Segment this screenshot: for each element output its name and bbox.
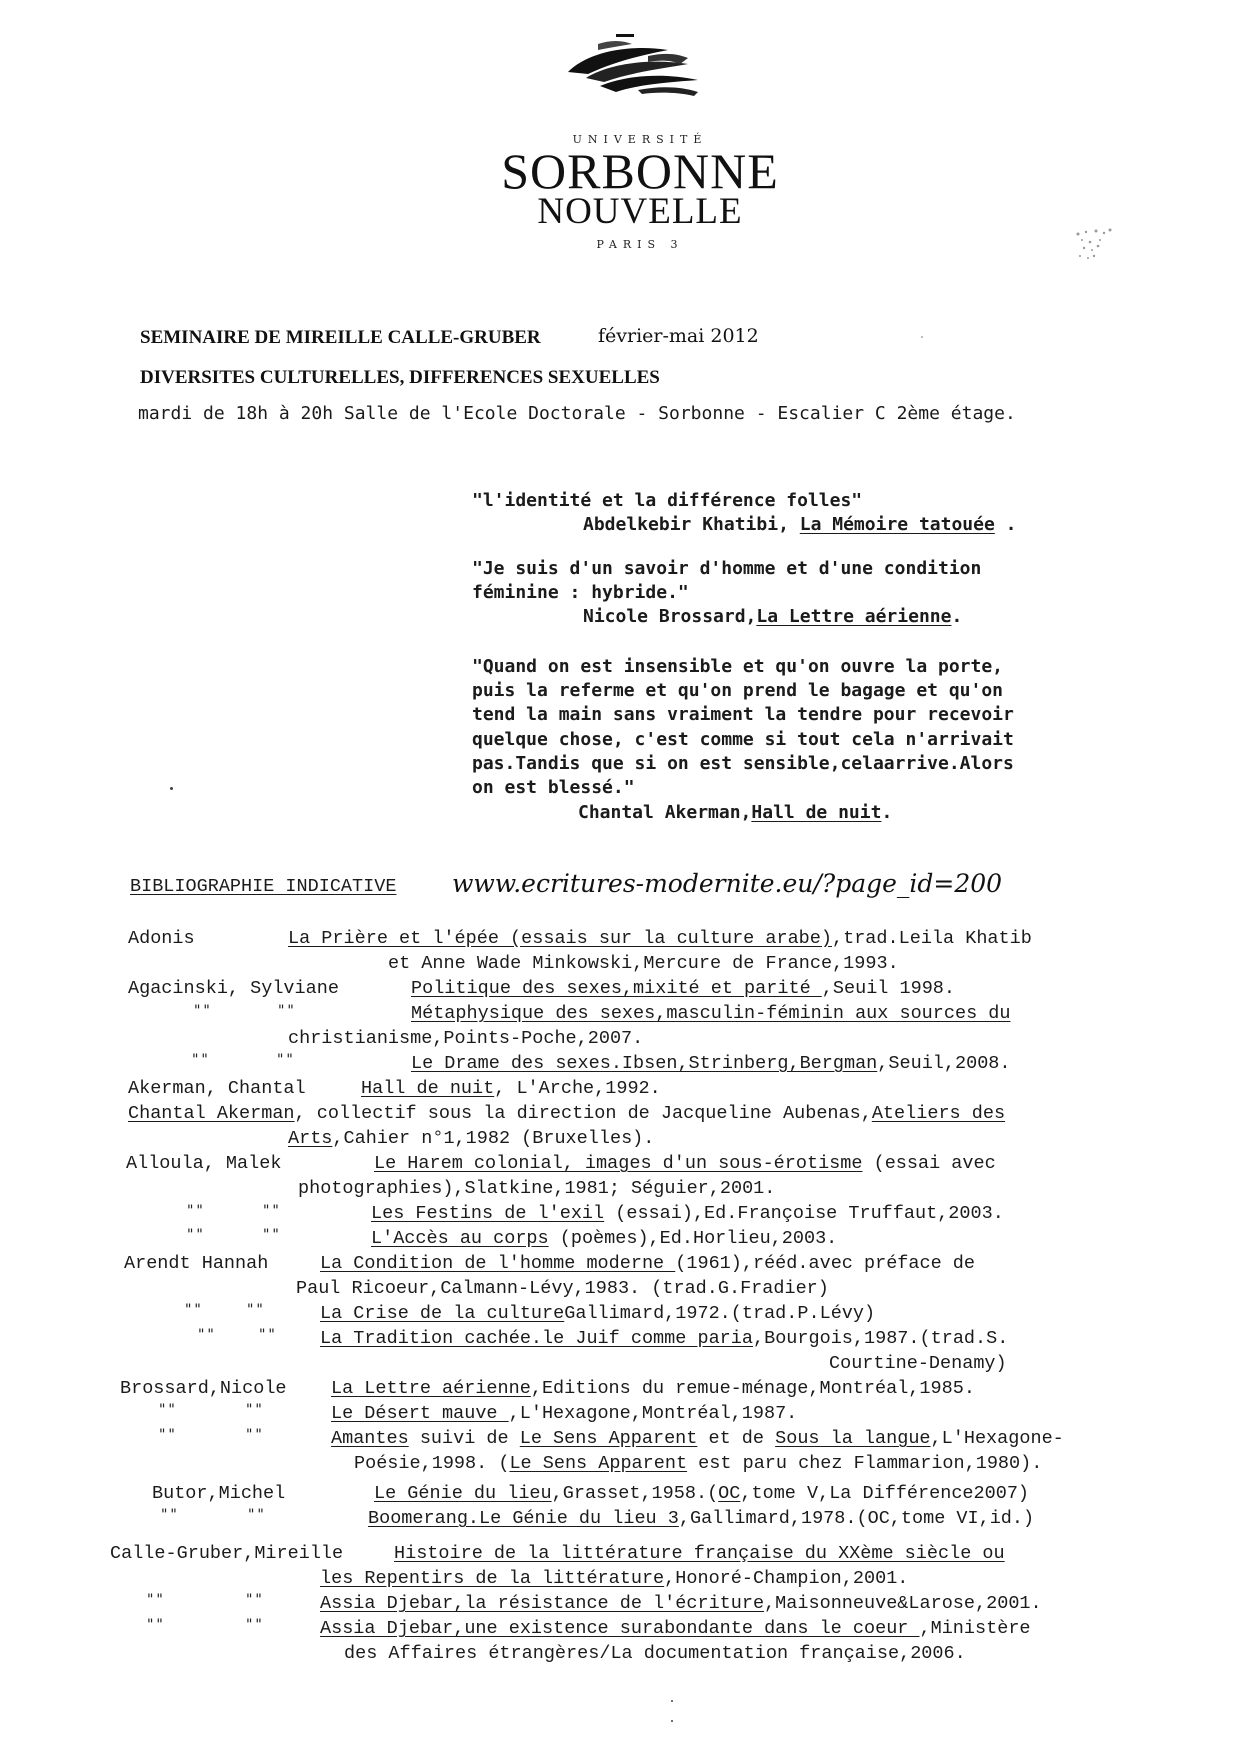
bib-title: Boomerang.Le Génie du lieu 3 [368,1508,679,1529]
quote-end: . [881,802,893,823]
bib-continuation: et Anne Wade Minkowski,Mercure de France,1993. [388,953,899,974]
bib-title: Arts [288,1128,333,1149]
ditto-mark: "" [158,1402,177,1418]
ditto-mark: "" [276,1052,295,1068]
bib-details: ,Seuil,2008. [877,1053,1011,1074]
bib-entry [320,1253,975,1274]
bib-details: ,Cahier n°1,1982 (Bruxelles). [332,1128,655,1149]
quote-text: puis la referme et qu'on prend le bagage et qu'on [472,680,1004,701]
quote-text: "l'identité et la différence folles" [472,490,863,511]
bib-title: Le Désert mauve [331,1403,509,1424]
bib-details: Poésie,1998. ( [354,1453,510,1474]
bib-continuation: christianisme,Points-Poche,2007. [288,1028,644,1049]
bib-author: Alloula, Malek [126,1153,282,1174]
ditto-mark: "" [160,1507,179,1523]
bib-entry [288,928,1032,949]
bib-title: les Repentirs de la littérature [320,1568,665,1589]
ditto-mark: "" [262,1203,281,1219]
bib-entry [320,1303,875,1324]
bib-details: ,Gallimard,1978.(OC,tome VI,id.) [678,1508,1035,1529]
bib-oc: OC [718,1483,741,1504]
bib-title: Assia Djebar,une existence surabondante dans le coeur [320,1618,920,1639]
bib-title: Hall de nuit [361,1078,495,1099]
bib-details: ,Grasset,1958.( [551,1483,719,1504]
bib-details: ,tome V,La Différence2007) [740,1483,1030,1504]
ditto-mark: "" [186,1227,205,1243]
ditto-mark: "" [246,1302,265,1318]
ditto-mark: "" [193,1003,212,1019]
quote-text: quelque chose, c'est comme si tout cela n'arrivait [472,729,1014,750]
bib-title: Le Sens Apparent [509,1453,688,1474]
bib-title: Le Harem colonial, images d'un sous-érotisme [374,1153,863,1174]
ditto-mark: "" [262,1227,281,1243]
bib-continuation: Courtine-Denamy) [829,1353,1007,1374]
ditto-mark: "" [245,1427,264,1443]
handwritten-url: www.ecritures-modernite.eu/?page_id=200 [452,869,1003,898]
bib-details: (essai),Ed.Françoise Truffaut,2003. [604,1203,1004,1224]
ditto-mark: "" [245,1617,264,1633]
university-campus: PARIS 3 [596,238,684,251]
bib-title: Histoire de la littérature française du XXème siècle ou [394,1543,1005,1564]
quote-text: tend la main sans vraiment la tendre pour recevoir [472,704,1014,725]
logo-emblem-icon [548,34,718,114]
quote-text: on est blessé." [472,777,635,798]
university-label: UNIVERSITÉ [572,133,708,146]
bib-details: (1961),rééd.avec préface de [675,1253,976,1274]
bib-title: Politique des sexes,mixité et parité [411,978,822,999]
bib-entry [411,978,955,999]
bib-details: suivi de [408,1428,520,1449]
ditto-mark: "" [186,1203,205,1219]
quote-attribution [578,802,892,823]
bib-title: La Prière et l'épée (essais sur la culture arabe) [288,928,832,949]
bib-entry [371,1203,1004,1224]
bib-details: (poèmes),Ed.Horlieu,2003. [548,1228,838,1249]
bib-title: Les Festins de l'exil [371,1203,605,1224]
bib-entry [361,1078,661,1099]
quote-text: pas.Tandis que si on est sensible,celaarrive.Alors [472,753,1014,774]
bib-details: ,Editions du remue-ménage,Montréal,1985. [530,1378,975,1399]
bib-details: ,L'Hexagone- [930,1428,1064,1449]
seminar-dates: février-mai 2012 [598,325,759,347]
bib-entry [331,1378,975,1399]
scan-speck [170,787,173,790]
bib-continuation: des Affaires étrangères/La documentation française,2006. [344,1643,966,1664]
bib-details: ,Ministère [919,1618,1031,1639]
quote-text: féminine : hybride." [472,582,689,603]
bib-entry [411,1003,1011,1024]
quote-attribution [583,606,962,627]
bib-title: La Tradition cachée.le Juif comme paria [320,1328,753,1349]
seminar-title: SEMINAIRE DE MIREILLE CALLE-GRUBER [140,327,541,348]
bib-title: Le Génie du lieu [374,1483,552,1504]
faded-stamp-icon [1070,226,1130,286]
university-name-sorbonne: SORBONNE [501,143,779,199]
bib-details: (essai avec [862,1153,996,1174]
ditto-mark: "" [245,1402,264,1418]
bib-details: ,Honoré-Champion,2001. [664,1568,909,1589]
bibliography-heading-text: BIBLIOGRAPHIE INDICATIVE [130,876,397,897]
bib-details: , L'Arche,1992. [494,1078,661,1099]
seminar-schedule: mardi de 18h à 20h Salle de l'Ecole Doctorale - Sorbonne - Escalier C 2ème étage. [138,403,1016,424]
bib-details: ,Maisonneuve&Larose,2001. [764,1593,1042,1614]
bib-continuation: Paul Ricoeur,Calmann-Lévy,1983. (trad.G.Fradier) [296,1278,829,1299]
ditto-mark: "" [184,1302,203,1318]
quote-work-title: La Lettre aérienne [756,606,952,627]
bib-details: ,L'Hexagone,Montréal,1987. [508,1403,798,1424]
quote-author: Abdelkebir Khatibi, [583,514,800,535]
ditto-mark: "" [277,1003,296,1019]
bib-entry [320,1328,1008,1349]
scan-speck [671,1700,673,1702]
quote-work-title: La Mémoire tatouée [799,514,995,535]
bib-details: Gallimard,1972.(trad.P.Lévy) [564,1303,876,1324]
bib-title: Métaphysique des sexes,masculin-féminin aux sources du [411,1003,1011,1024]
bib-author: Akerman, Chantal [128,1078,306,1099]
university-logo [548,34,718,118]
quote-end: . [994,514,1017,535]
bib-entry [320,1618,1031,1639]
bib-details: , collectif sous la direction de Jacqueline Aubenas, [294,1103,872,1124]
quote-author: Chantal Akerman, [578,802,752,823]
university-name-nouvelle: NOUVELLE [537,191,743,232]
bib-author: Agacinski, Sylviane [128,978,339,999]
ditto-mark: "" [158,1427,177,1443]
quote-attribution [583,514,1017,535]
ditto-mark: "" [191,1052,210,1068]
bib-entry [331,1403,797,1424]
scan-speck [921,336,923,338]
ditto-mark: "" [146,1617,165,1633]
bib-details: ,Bourgois,1987.(trad.S. [752,1328,1009,1349]
bib-author: Chantal Akerman [128,1103,295,1124]
bib-entry [331,1428,1064,1449]
quote-text: "Je suis d'un savoir d'homme et d'une condition [472,558,982,579]
bib-title: Le Drame des sexes.Ibsen,Strinberg,Bergman [411,1053,878,1074]
bib-continuation: photographies),Slatkine,1981; Séguier,2001. [298,1178,776,1199]
bib-entry [368,1508,1034,1529]
quote-text: "Quand on est insensible et qu'on ouvre la porte, [472,656,1004,677]
bib-continuation [354,1453,1042,1474]
bib-entry [374,1153,996,1174]
bib-author: Brossard,Nicole [120,1378,287,1399]
bib-title: Ateliers des [871,1103,1006,1124]
bib-continuation [288,1128,654,1149]
bib-details: et de [697,1428,776,1449]
bib-title: Assia Djebar,la résistance de l'écriture [320,1593,765,1614]
bib-title: La Crise de la culture [320,1303,565,1324]
bib-details: ,Seuil 1998. [821,978,956,999]
bib-title: Le Sens Apparent [519,1428,698,1449]
bib-title: Amantes [331,1428,409,1449]
bib-continuation [320,1568,908,1589]
ditto-mark: "" [258,1327,277,1343]
bibliography-heading [130,876,396,897]
scan-speck [671,1720,673,1722]
ditto-mark: "" [146,1592,165,1608]
bib-details: ,trad.Leila Khatib [832,928,1032,949]
bib-entry [394,1543,1005,1564]
bib-author: Calle-Gruber,Mireille [110,1543,344,1564]
bib-author: Arendt Hannah [124,1253,269,1274]
quote-end: . [951,606,963,627]
seminar-subtitle: DIVERSITES CULTURELLES, DIFFERENCES SEXUELLES [140,367,660,388]
bib-title: La Condition de l'homme moderne [320,1253,676,1274]
bib-title: Sous la langue [775,1428,931,1449]
bib-entry [320,1593,1042,1614]
quote-work-title: Hall de nuit [751,802,882,823]
bib-entry [374,1483,1029,1504]
ditto-mark: "" [197,1327,216,1343]
bib-title: L'Accès au corps [371,1228,549,1249]
quote-author: Nicole Brossard, [583,606,757,627]
bib-title: La Lettre aérienne [331,1378,531,1399]
bib-entry [411,1053,1011,1074]
bib-author: Adonis [128,928,195,949]
bib-author: Butor,Michel [152,1483,286,1504]
ditto-mark: "" [247,1507,266,1523]
ditto-mark: "" [245,1592,264,1608]
bib-details: est paru chez Flammarion,1980). [687,1453,1043,1474]
bib-entry [128,1103,1005,1124]
bib-entry [371,1228,837,1249]
